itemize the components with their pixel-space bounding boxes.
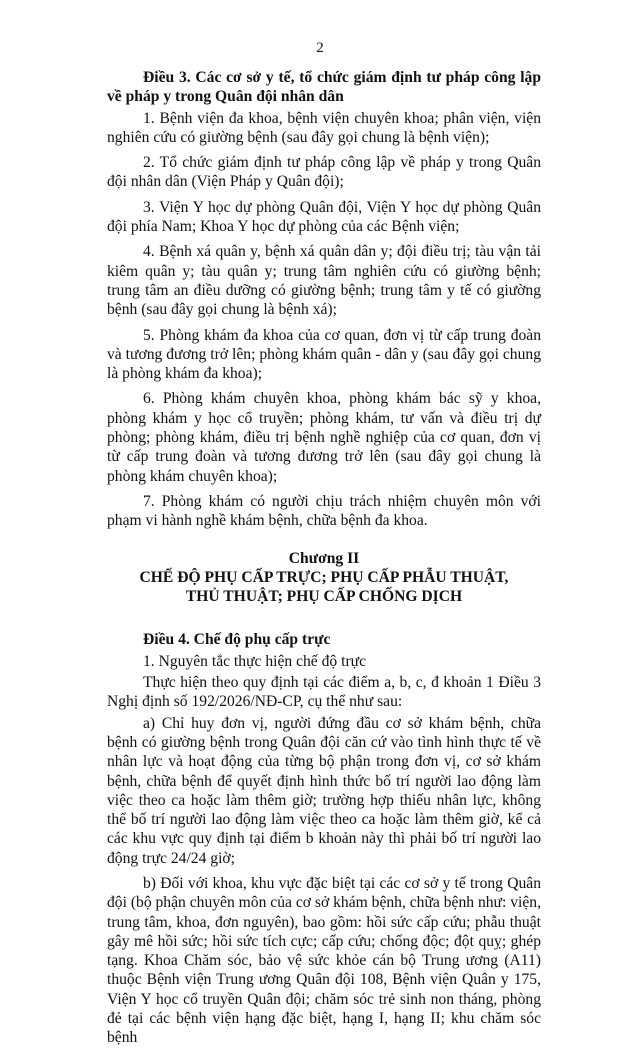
article-3-title: Điều 3. Các cơ sở y tế, tổ chức giám định tư pháp công lập về pháp y trong Quân đội nhân dân — [107, 69, 541, 106]
article-4-title: Điều 4. Chế độ phụ cấp trực — [143, 631, 331, 649]
article-3-item-2: 2. Tổ chức giám định tư pháp công lập về pháp y trong Quân đội nhân dân (Viện Pháp y Quân đội); — [107, 154, 541, 191]
chapter-number: Chương II — [288, 549, 360, 567]
article-3-item-6: 6. Phòng khám chuyên khoa, phòng khám bác sỹ y khoa, phòng khám y học cổ truyền; phòng khám, tư vấn và điều trị dự phòng; phòng khám, điều trị bệnh nghề nghiệp của cơ quan, đơn vị từ cấp trung đoàn và tương đương trở lên (sau đây gọi chung là phòng khám chuyên khoa); — [107, 390, 541, 485]
article-4-intro: Thực hiện theo quy định tại các điểm a, b, c, đ khoản 1 Điều 3 Nghị định số 192/2026/NĐ-CP, cụ thể như sau: — [107, 674, 541, 711]
chapter-heading — [107, 549, 541, 607]
page-number: 2 — [316, 40, 324, 56]
article-3-item-7: 7. Phòng khám có người chịu trách nhiệm chuyên môn với phạm vi hành nghề khám bệnh, chữa bệnh đa khoa. — [107, 492, 541, 530]
article-4-point-a: a) Chỉ huy đơn vị, người đứng đầu cơ sở khám bệnh, chữa bệnh có giường bệnh trong Quân đội căn cứ vào tình hình thực tế về nhân lực và hoạt động của từng bộ phận trong đơn vị, cơ sở khám bệnh, chữa bệnh để quyết định hình thức bố trí người lao động làm việc theo ca hoặc làm thêm giờ; trường hợp thiếu nhân lực, không thể bố trí người lao động làm việc theo ca hoặc làm thêm giờ, kể cả các khu vực quy định tại điểm b khoản này thì phải bố trí người lao động trực 24/24 giờ; — [107, 714, 541, 867]
chapter-title-line-2: THỦ THUẬT; PHỤ CẤP CHỐNG DỊCH — [185, 588, 463, 606]
article-4-point-b: b) Đối với khoa, khu vực đặc biệt tại các cơ sở y tế trong Quân đội (bộ phận chuyên môn của cơ sở khám bệnh, chữa bệnh như: viện, trung tâm, khoa, đơn nguyên), bao gồm: hồi sức cấp cứu; phẫu thuật gây mê hồi sức; hồi sức tích cực; cấp cứu; chống độc; đột quỵ; ghép tạng. Khoa Chăm sóc, bảo vệ sức khỏe cán bộ Trung ương (A11) thuộc Bệnh viện Trung ương Quân đội 108, Bệnh viện Quân y 175, Viện Y học cổ truyền Quân đội; chăm sóc trẻ sinh non tháng, phòng đẻ tại các bệnh viện hạng đặc biệt, hạng I, hạng II; khu chăm sóc bệnh — [107, 874, 541, 1047]
article-3-item-4: 4. Bệnh xá quân y, bệnh xá quân dân y; đội điều trị; tàu vận tải kiêm quân y; tàu quân y; trung tâm nghiên cứu có giường bệnh; trung tâm an điều dưỡng có giường bệnh; trung tâm y tế có giường bệnh (sau đây gọi chung là bệnh xá); — [107, 243, 541, 319]
article-3-item-1: 1. Bệnh viện đa khoa, bệnh viện chuyên khoa; phân viện, viện nghiên cứu có giường bệnh (sau đây gọi chung là bệnh viện); — [107, 109, 541, 146]
document-body — [107, 68, 541, 1054]
chapter-title-line-1: CHẾ ĐỘ PHỤ CẤP TRỰC; PHỤ CẤP PHẪU THUẬT, — [139, 568, 509, 586]
article-3-item-5: 5. Phòng khám đa khoa của cơ quan, đơn vị từ cấp trung đoàn và tương đương trở lên; phòng khám quân - dân y (sau đây gọi chung là phòng khám đa khoa); — [107, 326, 541, 383]
article-4-subsection-1: 1. Nguyên tắc thực hiện chế độ trực — [143, 652, 367, 670]
article-3-item-3: 3. Viện Y học dự phòng Quân đội, Viện Y học dự phòng Quân đội phía Nam; Khoa Y học dự phòng của các Bệnh viện; — [107, 198, 541, 236]
